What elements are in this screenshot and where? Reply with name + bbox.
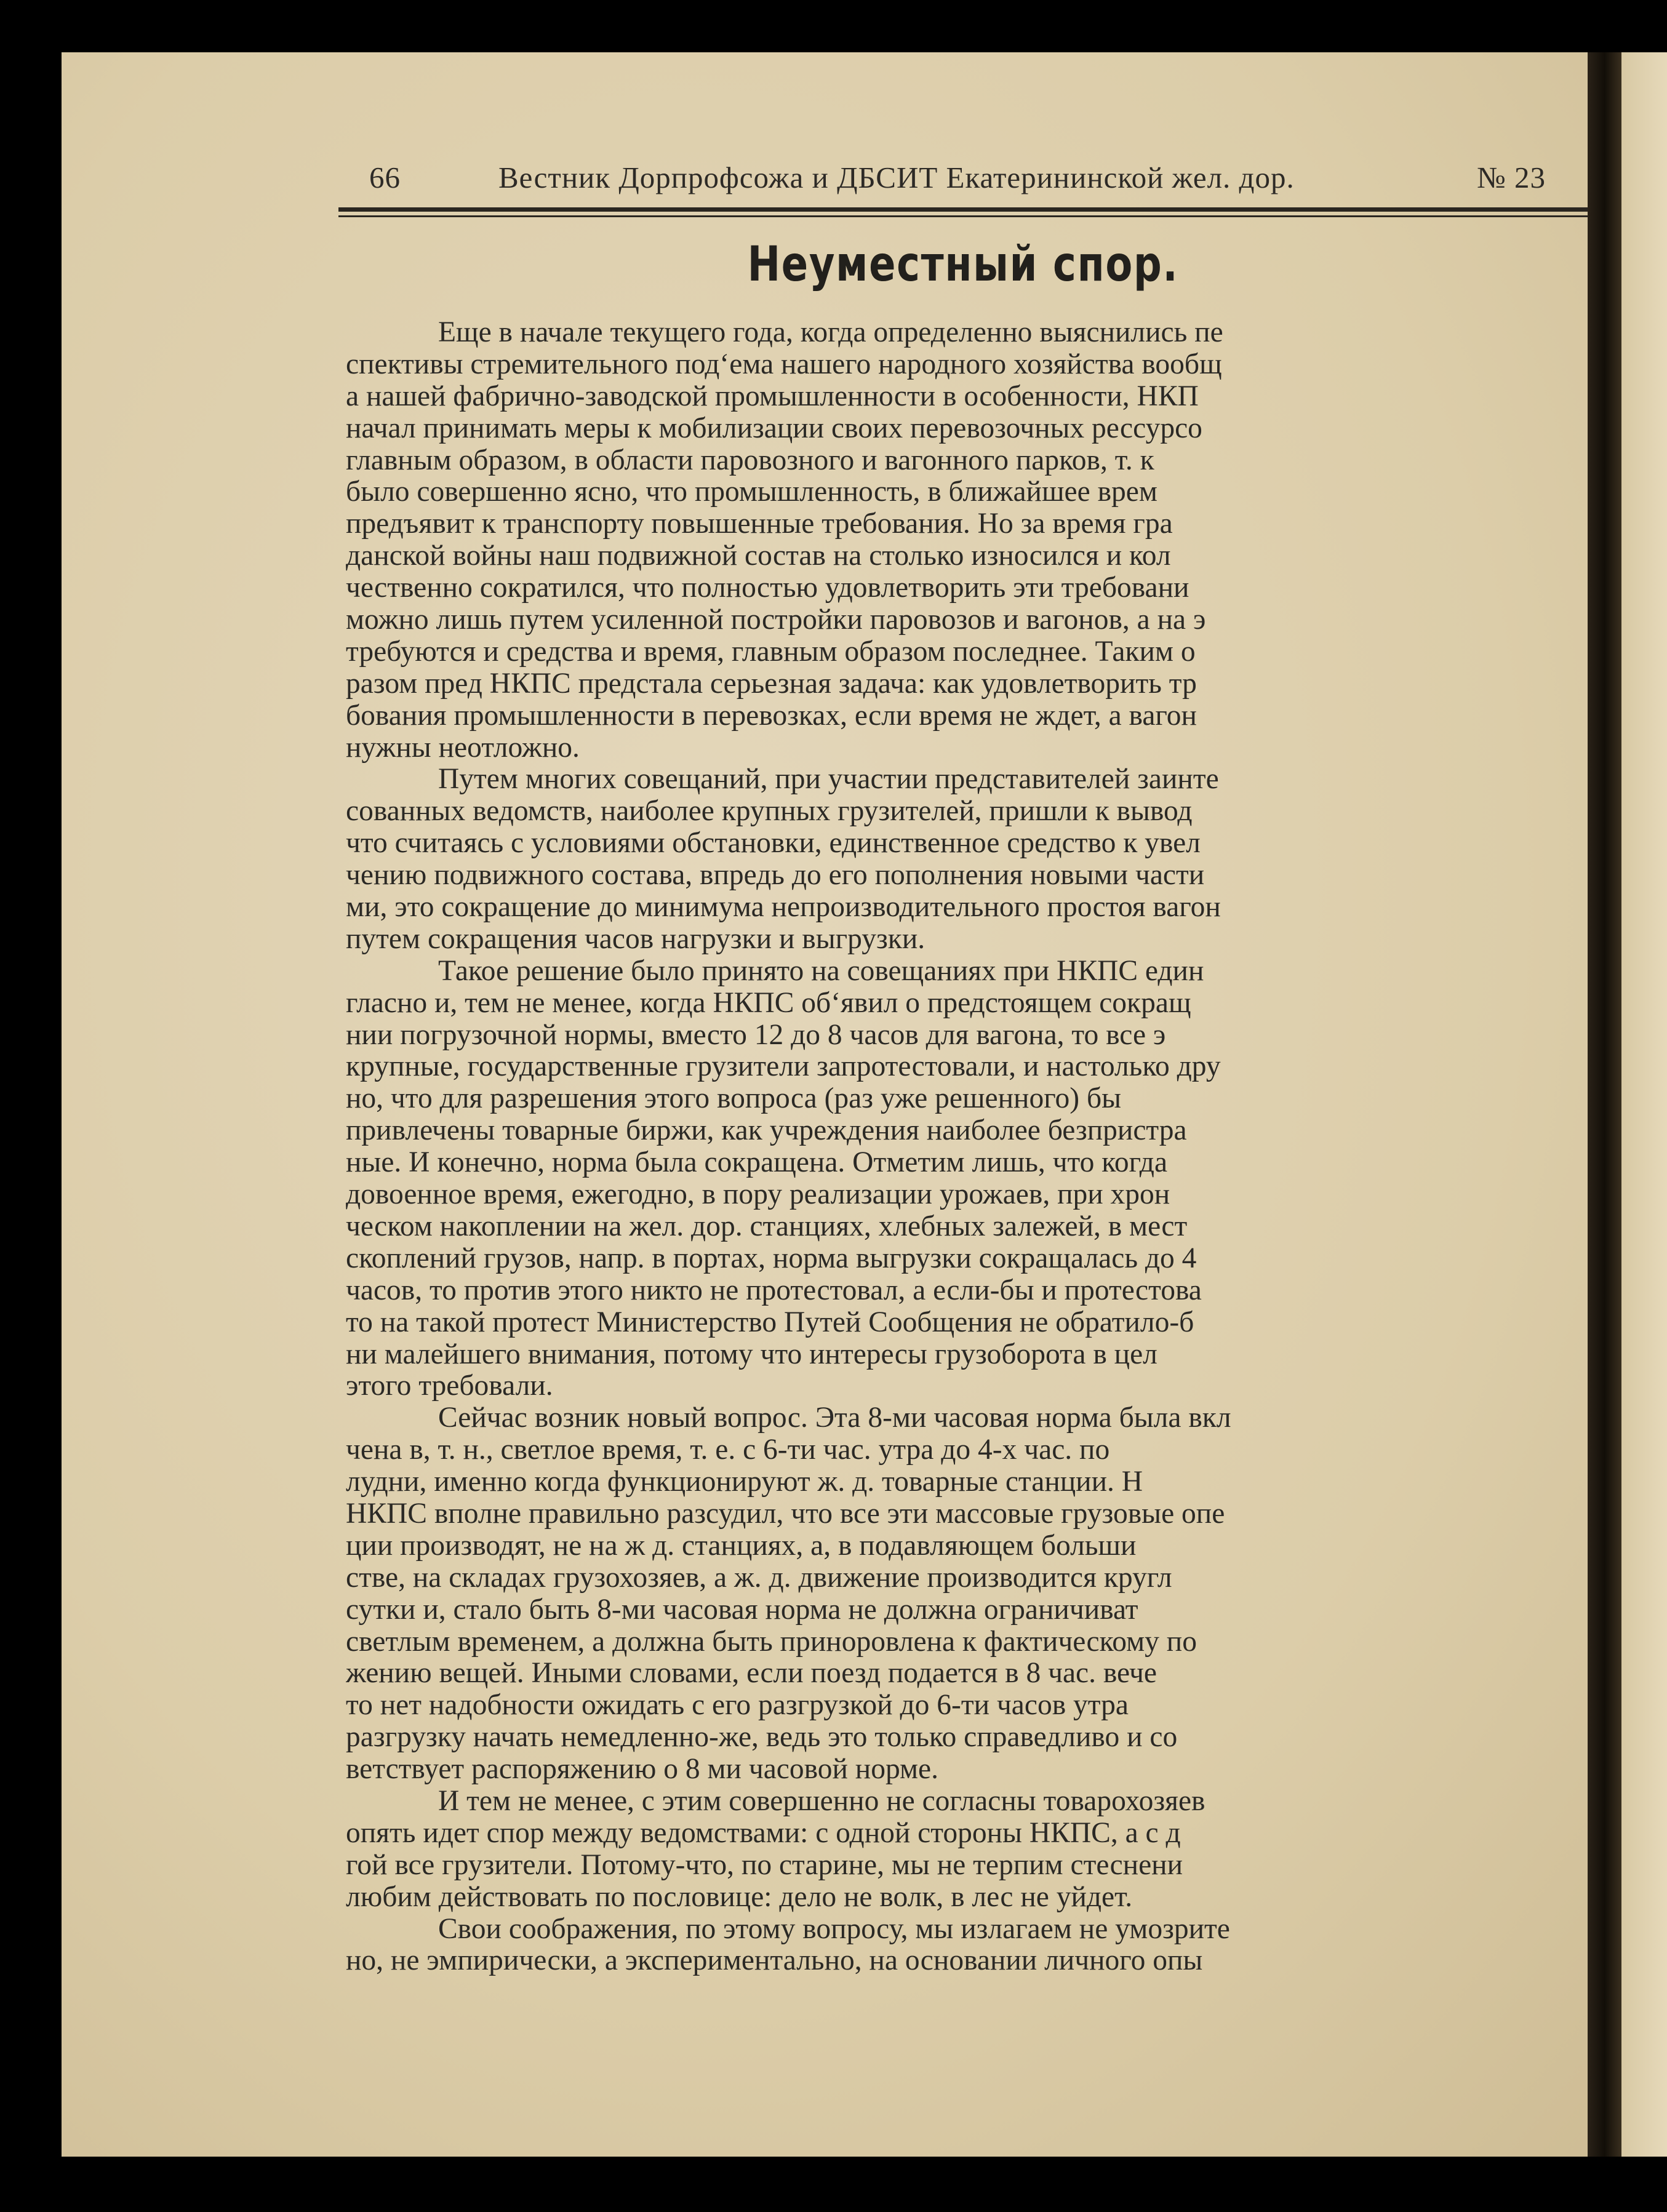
text-line: спективы стремительного под‘ема нашего народного хозяйства вообщ bbox=[346, 348, 1222, 380]
text-line: Свои соображения, по этому вопросу, мы излагаем не умозрите bbox=[438, 1912, 1230, 1945]
text-line: ми, это сокращение до минимума непроизводительного простоя вагон bbox=[346, 891, 1221, 924]
text-line: требуются и средства и время, главным образом последнее. Таким о bbox=[346, 635, 1196, 668]
text-line: нужны неотложно. bbox=[346, 731, 580, 764]
text-line: Еще в начале текущего года, когда определенно выяснились пе bbox=[438, 317, 1223, 348]
text-line: было совершенно ясно, что промышленность, в ближайшее врем bbox=[346, 476, 1157, 508]
text-line: чена в, т. н., светлое время, т. е. с 6-ти час. утра до 4-х час. по bbox=[346, 1434, 1110, 1466]
text-line: можно лишь путем усиленной постройки паровозов и вагонов, а на э bbox=[346, 604, 1206, 636]
book-page bbox=[62, 52, 1588, 2157]
text-line: сутки и, стало быть 8-ми часовая норма не должна ограничиват bbox=[346, 1593, 1138, 1626]
text-line: привлечены товарные биржи, как учреждения наиболее безпристра bbox=[346, 1114, 1187, 1147]
text-line: скоплений грузов, напр. в портах, норма выгрузки сокращалась до 4 bbox=[346, 1242, 1197, 1274]
text-line: путем сокращения часов нагрузки и выгрузки. bbox=[346, 922, 925, 955]
text-line: но, что для разрешения этого вопроса (раз уже решенного) бы bbox=[346, 1082, 1122, 1115]
text-line: гласно и, тем не менее, когда НКПС об‘явил о предстоящем сокращ bbox=[346, 986, 1191, 1019]
text-line: данской войны наш подвижной состав на столько износился и кол bbox=[346, 540, 1171, 572]
text-line: разгрузку начать немедленно-же, ведь это только справедливо и со bbox=[346, 1721, 1178, 1754]
text-line: Сейчас возник новый вопрос. Эта 8-ми часовая норма была вкл bbox=[438, 1402, 1231, 1434]
header-rule-thick bbox=[338, 207, 1591, 212]
text-line: ни малейшего внимания, потому что интересы грузоборота в цел bbox=[346, 1338, 1157, 1370]
text-line: что считаясь с условиями обстановки, единственное средство к увел bbox=[346, 827, 1201, 860]
text-line: лудни, именно когда функционируют ж. д. товарные станции. Н bbox=[346, 1466, 1143, 1498]
text-line: то нет надобности ожидать с его разгрузкой до 6-ти часов утра bbox=[346, 1689, 1129, 1722]
text-line: то на такой протест Министерство Путей Сообщения не обратило-б bbox=[346, 1306, 1194, 1338]
text-line: ческом накоплении на жел. дор. станциях, хлебных залежей, в мест bbox=[346, 1210, 1188, 1242]
text-line: любим действовать по пословице: дело не волк, в лес не уйдет. bbox=[346, 1880, 1133, 1913]
text-line: нии погрузочной нормы, вместо 12 до 8 часов для вагона, то все э bbox=[346, 1018, 1166, 1051]
issue-number: № 23 bbox=[1477, 161, 1546, 194]
text-line: начал принимать меры к мобилизации своих перевозочных рессурсо bbox=[346, 412, 1202, 444]
text-line: но, не эмпирически, а экспериментально, на основании личного опы bbox=[346, 1944, 1203, 1977]
text-line: ции производят, не на ж д. станциях, а, в подавляющем больши bbox=[346, 1529, 1137, 1562]
text-line: ветствует распоряжению о 8 ми часовой норме. bbox=[346, 1753, 938, 1786]
text-line: Путем многих совещаний, при участии представителей заинте bbox=[438, 763, 1219, 796]
text-line: бования промышленности в перевозках, если время не ждет, а вагон bbox=[346, 699, 1197, 732]
text-line: часов, то против этого никто не протестовал, а если-бы и протестова bbox=[346, 1274, 1202, 1306]
text-line: главным образом, в области паровозного и вагонного парков, т. к bbox=[346, 444, 1154, 476]
scanned-page-photo bbox=[62, 52, 1667, 2157]
text-line: довоенное время, ежегодно, в пору реализации урожаев, при хрон bbox=[346, 1178, 1170, 1211]
text-line: опять идет спор между ведомствами: с одной стороны НКПС, а с д bbox=[346, 1816, 1181, 1849]
text-line: предъявит к транспорту повышенные требования. Но за время гра bbox=[346, 508, 1173, 540]
text-line: гой все грузители. Потому-что, по старине, мы не терпим стеснени bbox=[346, 1848, 1183, 1881]
text-line: стве, на складах грузохозяев, а ж. д. движение производится кругл bbox=[346, 1561, 1172, 1594]
facing-page-edge bbox=[1621, 52, 1667, 2157]
page-number: 66 bbox=[369, 161, 401, 194]
text-line: НКПС вполне правильно разсудил, что все эти массовые грузовые опе bbox=[346, 1497, 1225, 1530]
text-line: а нашей фабрично-заводской промышленности в особенности, НКП bbox=[346, 380, 1199, 412]
book-spine-shadow bbox=[1588, 52, 1621, 2157]
text-line: этого требовали. bbox=[346, 1370, 553, 1402]
article-title: Неуместный спор. bbox=[747, 237, 1179, 292]
header-rule-thin bbox=[338, 215, 1591, 217]
text-line: жению вещей. Иными словами, если поезд подается в 8 час. вече bbox=[346, 1657, 1157, 1690]
text-line: крупные, государственные грузители запротестовали, и настолько дру bbox=[346, 1050, 1221, 1083]
journal-title: Вестник Дорпрофсожа и ДБСИТ Екатерининской жел. дор. bbox=[498, 161, 1295, 194]
text-line: ные. И конечно, норма была сокращена. Отметим лишь, что когда bbox=[346, 1146, 1168, 1179]
text-line: Такое решение было принято на совещаниях при НКПС един bbox=[438, 954, 1204, 987]
article-body bbox=[346, 317, 1583, 1977]
text-line: светлым временем, а должна быть приноровлена к фактическому по bbox=[346, 1625, 1197, 1658]
text-line: разом пред НКПС предстала серьезная задача: как удовлетворить тр bbox=[346, 667, 1197, 700]
running-header bbox=[338, 160, 1594, 203]
text-line: чественно сократился, что полностью удовлетворить эти требовани bbox=[346, 572, 1189, 604]
text-line: сованных ведомств, наиболее крупных грузителей, пришли к вывод bbox=[346, 795, 1193, 828]
text-line: чению подвижного состава, впредь до его пополнения новыми части bbox=[346, 859, 1205, 892]
text-line: И тем не менее, с этим совершенно не согласны товарохозяев bbox=[438, 1784, 1205, 1817]
